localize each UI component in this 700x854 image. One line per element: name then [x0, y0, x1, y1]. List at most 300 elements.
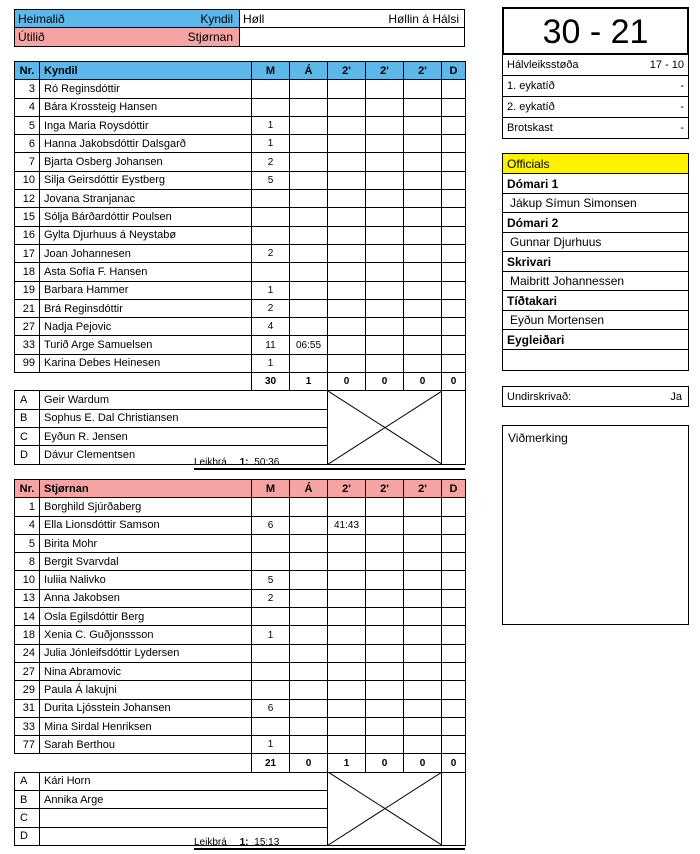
stat-s3 [404, 336, 442, 354]
player-name: Turið Arge Samuelsen [40, 336, 252, 354]
stat-s3 [404, 153, 442, 171]
stat-a [290, 281, 328, 299]
stat-m: 6 [252, 516, 290, 534]
stat-s1 [328, 589, 366, 607]
stat-s1 [328, 135, 366, 153]
player-row [15, 354, 466, 372]
overtime2-label: 2. eykatíð [507, 101, 555, 113]
stat-s1 [328, 208, 366, 226]
officials-blank [442, 391, 466, 464]
player-name: Nina Abramovic [40, 662, 252, 680]
supervisor-label: Eygleiðari [503, 330, 688, 350]
player-name: Silja Geirsdóttir Eystberg [40, 171, 252, 189]
player-name: Nadja Pejovic [40, 318, 252, 336]
player-row [15, 699, 466, 717]
stat-d [442, 318, 466, 336]
stat-d [442, 299, 466, 317]
stat-m [252, 208, 290, 226]
stat-s1 [328, 553, 366, 571]
column-header: 2' [328, 62, 366, 80]
venue-row [239, 10, 465, 28]
player-row [15, 336, 466, 354]
column-header: 2' [328, 480, 366, 498]
playtime-value: 50:36 [254, 457, 280, 468]
supervisor-name [503, 350, 688, 370]
stat-s2 [366, 354, 404, 372]
stat-s3 [404, 208, 442, 226]
total-d: 0 [442, 373, 466, 391]
stat-s1 [328, 171, 366, 189]
stat-s3 [404, 171, 442, 189]
player-row [15, 80, 466, 98]
stat-s3 [404, 553, 442, 571]
scorer-name: Maibritt Johannessen [503, 272, 688, 291]
penalties-label: Brotskast [507, 122, 553, 134]
total-a: 0 [290, 754, 328, 772]
stat-a [290, 171, 328, 189]
player-row [15, 281, 466, 299]
stat-s2 [366, 226, 404, 244]
playtime-number: 1: [239, 837, 249, 848]
player-number: 6 [15, 135, 40, 153]
official-name: Eyðun R. Jensen [40, 427, 328, 445]
totals-blank [15, 754, 252, 772]
stat-a [290, 699, 328, 717]
stat-a [290, 263, 328, 281]
stat-s1 [328, 498, 366, 516]
stat-m: 2 [252, 244, 290, 262]
stat-a [290, 589, 328, 607]
player-name: Paula Á lakujni [40, 681, 252, 699]
stat-a [290, 80, 328, 98]
player-number: 10 [15, 571, 40, 589]
stat-a [290, 571, 328, 589]
stat-d [442, 244, 466, 262]
signed-row [502, 386, 689, 407]
venue-name: Høllin á Hálsi [388, 12, 459, 26]
away-team-name: Stjørnan [187, 30, 233, 44]
official-name: Dávur Clementsen [40, 446, 328, 464]
stat-s2 [366, 644, 404, 662]
player-number: 99 [15, 354, 40, 372]
official-code: C [15, 809, 40, 827]
stat-d [442, 208, 466, 226]
total-m: 30 [252, 373, 290, 391]
column-header: 2' [404, 62, 442, 80]
stat-m [252, 534, 290, 552]
stat-d [442, 589, 466, 607]
stat-d [442, 516, 466, 534]
player-row [15, 190, 466, 208]
stat-s2 [366, 589, 404, 607]
stat-s2 [366, 153, 404, 171]
match-header [14, 9, 465, 47]
stat-m: 2 [252, 153, 290, 171]
stat-s3 [404, 281, 442, 299]
player-row [15, 589, 466, 607]
officials-blank [442, 772, 466, 845]
total-s2: 0 [366, 754, 404, 772]
stat-a [290, 98, 328, 116]
player-name: Iuliia Nalivko [40, 571, 252, 589]
stat-d [442, 98, 466, 116]
column-header: D [442, 480, 466, 498]
player-row [15, 135, 466, 153]
player-number: 5 [15, 116, 40, 134]
stat-s2 [366, 171, 404, 189]
stat-a [290, 318, 328, 336]
player-row [15, 263, 466, 281]
timekeeper-name: Eyðun Mortensen [503, 311, 688, 330]
stat-s2 [366, 336, 404, 354]
player-name: Durita Ljósstein Johansen [40, 699, 252, 717]
player-name: Sólja Bárðardóttir Poulsen [40, 208, 252, 226]
player-name: Jovana Stranjanac [40, 190, 252, 208]
totals-row [15, 373, 466, 391]
column-header: M [252, 480, 290, 498]
stat-s3 [404, 608, 442, 626]
player-row [15, 553, 466, 571]
official-name: Geir Wardum [40, 391, 328, 409]
stat-s1 [328, 299, 366, 317]
column-header: 2' [366, 62, 404, 80]
player-number: 10 [15, 171, 40, 189]
player-number: 77 [15, 736, 40, 754]
column-header: M [252, 62, 290, 80]
stat-s3 [404, 736, 442, 754]
referee1-name: Jákup Símun Simonsen [503, 194, 688, 213]
player-row [15, 208, 466, 226]
player-row [15, 516, 466, 534]
overtime1-row [502, 76, 689, 97]
stat-a [290, 244, 328, 262]
stat-m: 1 [252, 736, 290, 754]
player-number: 18 [15, 626, 40, 644]
stat-s3 [404, 626, 442, 644]
stat-m: 1 [252, 281, 290, 299]
stat-m: 5 [252, 171, 290, 189]
halftime-score: 17 - 10 [649, 59, 684, 71]
total-s3: 0 [404, 754, 442, 772]
official-code: D [15, 446, 40, 464]
stat-a [290, 516, 328, 534]
stat-a [290, 226, 328, 244]
column-header: 2' [404, 480, 442, 498]
total-s1: 1 [328, 754, 366, 772]
player-number: 27 [15, 318, 40, 336]
stat-s1 [328, 226, 366, 244]
stat-s3 [404, 263, 442, 281]
player-name: Mina Sirdal Henriksen [40, 717, 252, 735]
stat-d [442, 534, 466, 552]
player-row [15, 98, 466, 116]
halftime-row [502, 55, 689, 76]
column-header: Á [290, 62, 328, 80]
remarks-label: Viðmerking [508, 431, 568, 445]
player-name: Bergit Svarvdal [40, 553, 252, 571]
stat-s1 [328, 699, 366, 717]
official-name [40, 809, 328, 827]
stat-m: 2 [252, 299, 290, 317]
official-name: Kári Horn [40, 772, 328, 790]
stat-d [442, 281, 466, 299]
stat-d [442, 571, 466, 589]
stat-s1 [328, 80, 366, 98]
away-team-row [15, 28, 239, 46]
stat-s1 [328, 681, 366, 699]
stat-s3 [404, 662, 442, 680]
stat-m: 1 [252, 116, 290, 134]
column-header: Kyndil [40, 62, 252, 80]
stat-d [442, 354, 466, 372]
final-score: 30 - 21 [502, 7, 689, 55]
penalties-score: - [680, 122, 684, 134]
stat-m: 2 [252, 589, 290, 607]
stat-s2 [366, 681, 404, 699]
referee2-label: Dómari 2 [503, 213, 688, 233]
player-number: 4 [15, 516, 40, 534]
total-s2: 0 [366, 373, 404, 391]
stat-s2 [366, 318, 404, 336]
player-row [15, 171, 466, 189]
player-row [15, 571, 466, 589]
stat-s2 [366, 135, 404, 153]
stat-s2 [366, 626, 404, 644]
stat-m [252, 80, 290, 98]
column-header: Nr. [15, 480, 40, 498]
stat-s2 [366, 553, 404, 571]
player-name: Ella Lionsdóttir Samson [40, 516, 252, 534]
player-number: 29 [15, 681, 40, 699]
player-number: 24 [15, 644, 40, 662]
stat-d [442, 553, 466, 571]
remarks-box [502, 425, 689, 625]
timekeeper-label: Tíðtakari [503, 291, 688, 311]
home-label: Heimalið [18, 12, 65, 26]
total-s3: 0 [404, 373, 442, 391]
stat-s2 [366, 116, 404, 134]
stat-a [290, 608, 328, 626]
stat-m: 1 [252, 626, 290, 644]
player-number: 8 [15, 553, 40, 571]
overtime1-score: - [680, 80, 684, 92]
stat-s1 [328, 263, 366, 281]
cross-mark-icon [328, 772, 442, 845]
stat-d [442, 662, 466, 680]
stat-m [252, 226, 290, 244]
stat-s2 [366, 263, 404, 281]
signed-label: Undirskrivað: [507, 391, 572, 403]
home-team-name: Kyndil [200, 12, 233, 26]
player-row [15, 534, 466, 552]
stat-s1 [328, 736, 366, 754]
stat-m [252, 190, 290, 208]
stat-s2 [366, 608, 404, 626]
stat-d [442, 608, 466, 626]
stat-s1 [328, 190, 366, 208]
away-header-row [15, 480, 466, 498]
overtime2-score: - [680, 101, 684, 113]
stat-s3 [404, 589, 442, 607]
player-number: 31 [15, 699, 40, 717]
stat-d [442, 116, 466, 134]
overtime2-row [502, 97, 689, 118]
stat-s1 [328, 717, 366, 735]
player-number: 33 [15, 336, 40, 354]
stat-s3 [404, 644, 442, 662]
player-name: Ró Reginsdóttir [40, 80, 252, 98]
player-number: 13 [15, 589, 40, 607]
stat-a [290, 153, 328, 171]
stat-a [290, 717, 328, 735]
stat-s1 [328, 608, 366, 626]
column-header: Stjørnan [40, 480, 252, 498]
stat-s2 [366, 498, 404, 516]
home-header-row [15, 62, 466, 80]
playtime-number: 1: [239, 457, 249, 468]
stat-m: 6 [252, 699, 290, 717]
player-name: Osla Egilsdóttir Berg [40, 608, 252, 626]
stat-d [442, 153, 466, 171]
stat-a [290, 644, 328, 662]
player-row [15, 717, 466, 735]
stat-s2 [366, 80, 404, 98]
halftime-label: Hálvleiksstøða [507, 59, 579, 71]
stat-s2 [366, 534, 404, 552]
player-name: Hanna Jakobsdóttir Dalsgarð [40, 135, 252, 153]
official-code: B [15, 791, 40, 809]
stat-s3 [404, 354, 442, 372]
stat-a [290, 553, 328, 571]
stat-s1 [328, 116, 366, 134]
stat-s1 [328, 534, 366, 552]
stat-a [290, 626, 328, 644]
stat-s2 [366, 662, 404, 680]
player-number: 3 [15, 80, 40, 98]
column-header: Nr. [15, 62, 40, 80]
stat-a [290, 498, 328, 516]
player-name: Bjarta Osberg Johansen [40, 153, 252, 171]
stat-s3 [404, 717, 442, 735]
player-name: Sarah Berthou [40, 736, 252, 754]
stat-s2 [366, 208, 404, 226]
stat-a [290, 681, 328, 699]
scorer-label: Skrivari [503, 252, 688, 272]
home-team-row [15, 10, 239, 28]
stat-m [252, 608, 290, 626]
away-label: Útilið [18, 30, 45, 44]
player-number: 18 [15, 263, 40, 281]
player-number: 17 [15, 244, 40, 262]
stat-d [442, 681, 466, 699]
player-row [15, 626, 466, 644]
stat-m [252, 644, 290, 662]
player-name: Asta Sofía F. Hansen [40, 263, 252, 281]
stat-s1: 41:43 [328, 516, 366, 534]
stat-s2 [366, 244, 404, 262]
total-a: 1 [290, 373, 328, 391]
player-number: 27 [15, 662, 40, 680]
stat-s3 [404, 498, 442, 516]
referee1-label: Dómari 1 [503, 174, 688, 194]
player-name: Borghild Sjúrðaberg [40, 498, 252, 516]
stat-a [290, 135, 328, 153]
penalties-row [502, 118, 689, 139]
stat-s2 [366, 736, 404, 754]
player-number: 16 [15, 226, 40, 244]
player-row [15, 498, 466, 516]
officials-heading: Officials [503, 154, 688, 174]
total-d: 0 [442, 754, 466, 772]
stat-d [442, 626, 466, 644]
stat-s2 [366, 281, 404, 299]
stat-s1 [328, 336, 366, 354]
stat-m: 11 [252, 336, 290, 354]
stat-m: 4 [252, 318, 290, 336]
venue-label: Høll [243, 12, 265, 26]
stat-s3 [404, 244, 442, 262]
player-name: Bára Krossteig Hansen [40, 98, 252, 116]
stat-m [252, 681, 290, 699]
stat-a [290, 190, 328, 208]
stat-s2 [366, 717, 404, 735]
stat-s3 [404, 571, 442, 589]
player-name: Birita Mohr [40, 534, 252, 552]
stat-d [442, 80, 466, 98]
stat-s1 [328, 571, 366, 589]
stat-a [290, 662, 328, 680]
stat-m [252, 553, 290, 571]
player-name: Gylta Djurhuus á Neystabø [40, 226, 252, 244]
stat-m: 5 [252, 571, 290, 589]
stat-s3 [404, 534, 442, 552]
stat-s1 [328, 153, 366, 171]
overtime1-label: 1. eykatíð [507, 80, 555, 92]
player-number: 12 [15, 190, 40, 208]
stat-a: 06:55 [290, 336, 328, 354]
player-name: Inga Maria Roysdóttir [40, 116, 252, 134]
signed-value: Ja [670, 391, 682, 403]
playtime-label: Leikbrá [194, 457, 227, 468]
stat-m [252, 498, 290, 516]
stat-d [442, 644, 466, 662]
stat-a [290, 208, 328, 226]
playtime-value: 15:13 [254, 837, 280, 848]
stat-m [252, 98, 290, 116]
playtime-label: Leikbrá [194, 837, 227, 848]
stat-s2 [366, 190, 404, 208]
player-row [15, 318, 466, 336]
player-name: Karina Debes Heinesen [40, 354, 252, 372]
stat-s1 [328, 354, 366, 372]
stat-a [290, 116, 328, 134]
stat-d [442, 717, 466, 735]
official-code: A [15, 391, 40, 409]
totals-row [15, 754, 466, 772]
stat-s1 [328, 662, 366, 680]
stat-s2 [366, 98, 404, 116]
stat-m: 1 [252, 135, 290, 153]
player-number: 1 [15, 498, 40, 516]
stat-a [290, 534, 328, 552]
column-header: 2' [366, 480, 404, 498]
cross-mark-icon [328, 391, 442, 464]
player-row [15, 681, 466, 699]
stat-m: 1 [252, 354, 290, 372]
stat-s3 [404, 699, 442, 717]
stat-s2 [366, 299, 404, 317]
column-header: Á [290, 480, 328, 498]
